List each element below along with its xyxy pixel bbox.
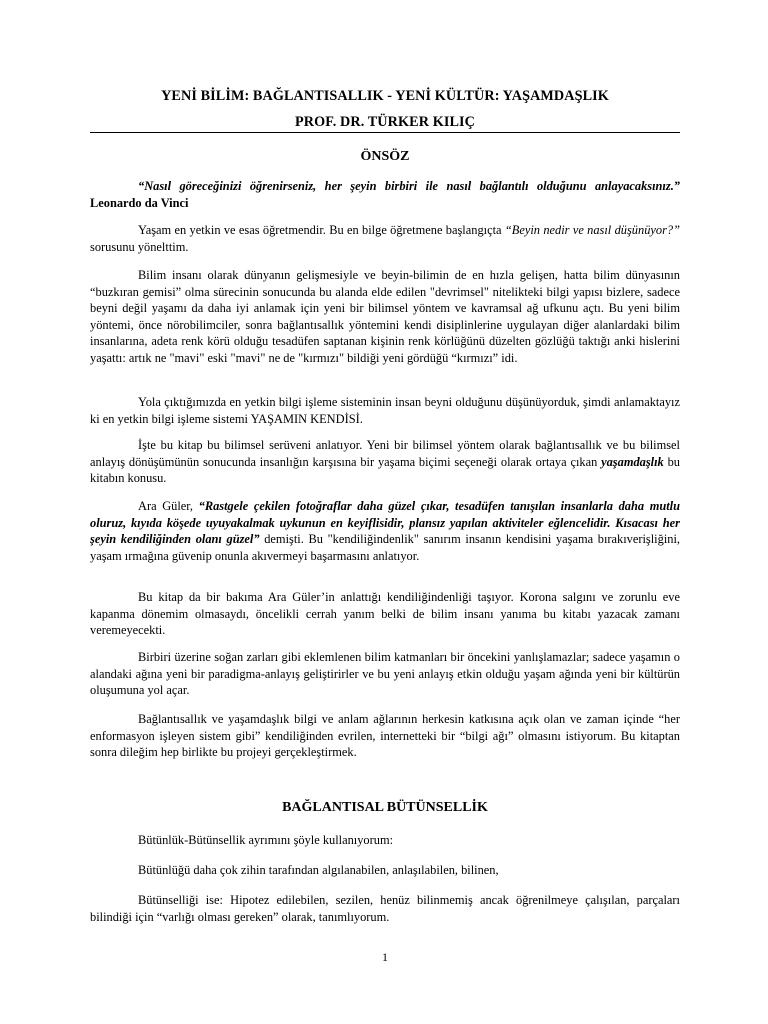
page-number: 1 bbox=[382, 950, 388, 964]
paragraph-1-text: Yaşam en yetkin ve esas öğretmendir. Bu en bilge öğretmene başlangıçta bbox=[138, 223, 505, 237]
paragraph-5-quote: “Rastgele çekilen fotoğraflar daha güzel çıkar, tesadüfen tanışılan insanlarla daha mutlu oluruz, kıyıda köşede uyuyakalmak uykunun en keyiflisidir, plansız yapılan aktiviteler eğlencelidir. Kısacası her şeyin kendiliğinden olanı güzel” bbox=[90, 499, 680, 547]
paragraph-5-end: demişti. Bu "kendiliğindenlik" sanırım insanın kendisini yaşama bırakıverişliğini, yaşam ırmağına güvenip onunla akıvermeyi başarmasını anlatıyor. bbox=[90, 532, 680, 563]
paragraph-9: Bütünlük-Bütünsellik ayrımını şöyle kullanıyorum: bbox=[138, 833, 394, 847]
paragraph-2: Bilim insanı olarak dünyanın gelişmesiyle ve beyin-bilimin de en hızla gelişen, hatta bilim dünyasının “buzkıran gemisi” olma sürecinin sonucunda bu alanda elde edilen "devrimsel" nitelikteki bilgi yapısı bizlere, sadece beyni değil yaşamı da daha iyi anlamak için yeni bir bilimsel yöntem ve kavramsal ağ ufkunu açtı. Bu yeni bilim yöntemi, önce nörobilimciler, sonra bağlantısallık yöntemini kendi disiplinlerine uygulayan diğer alanlardaki bilim insanlarına, adeta renk körü olduğu tesadüfen saptanan kişinin renk körlüğünü düzelten gözlüğü taktığı anki hislerini yaşattı: artık ne "mavi" eski "mavi" ne de "kırmızı" bildiği yeni gördüğü “kırmızı” idi. bbox=[90, 268, 680, 365]
section-heading-onsoz: ÖNSÖZ bbox=[360, 149, 410, 164]
section-heading-baglantisal: BAĞLANTISAL BÜTÜNSELLİK bbox=[282, 800, 488, 815]
document-title: YENİ BİLİM: BAĞLANTISALLIK - YENİ KÜLTÜR: YAŞAMDAŞLIK bbox=[161, 88, 609, 104]
paragraph-4-term: yaşamdaşlık bbox=[601, 454, 664, 469]
title-divider bbox=[90, 132, 680, 133]
paragraph-7: Birbiri üzerine soğan zarları gibi eklemlenen bilim katmanları bir öncekini yanlışlamazlar; sadece yaşamın o alandaki ağına yeni bir paradigma-anlayış geliştirirler ve bu yeni anlayış etkin olduğu yaşam ağında yeni bir kültürün oluşumuna yol açar. bbox=[90, 650, 680, 698]
epigraph bbox=[90, 178, 680, 211]
paragraph-11: Bütünselliği ise: Hipotez edilebilen, sezilen, henüz bilinmemiş ancak öğrenilmeye çalışılan, parçaları bilindiği için “varlığı olması gereken” olarak, tanımlıyorum. bbox=[90, 893, 680, 924]
epigraph-quote: “Nasıl göreceğinizi öğrenirseniz, her şeyin birbiri ile nasıl bağlantılı olduğunu anlayacaksınız.” bbox=[138, 179, 680, 193]
paragraph-6: Bu kitap da bir bakıma Ara Güler’in anlattığı kendiliğindenliği taşıyor. Korona salgını ve zorunlu eve kapanma dönemim olmasaydı, öncelikli cerrah yanım belki de bilim insanı yanıma bu kitabı yazacak zamanı veremeyecekti. bbox=[90, 590, 680, 638]
author-name: PROF. DR. TÜRKER KILIÇ bbox=[295, 114, 475, 130]
paragraph-8: Bağlantısallık ve yaşamdaşlık bilgi ve anlam ağlarının herkesin katkısına açık olan ve zaman içinde “her enformasyon işleyen sistem gibi” kendiliğinden evrilen, internetteki bir “bilgi ağı” olmasını istiyorum. Bu kitaptan sonra dileğim hep birlikte bu projeyi gerçekleştirmek. bbox=[90, 712, 680, 760]
paragraph-5-text: Ara Güler, bbox=[138, 499, 199, 513]
paragraph-1-end: sorusunu yönelttim. bbox=[90, 239, 189, 254]
paragraph-10: Bütünlüğü daha çok zihin tarafından algılanabilen, anlaşılabilen, bilinen, bbox=[138, 863, 499, 877]
paragraph-4-text: İşte bu kitap bu bilimsel serüveni anlatıyor. Yeni bir bilimsel yöntem olarak bağlantısallık ve bu bilimsel anlayış dönüşümünün sonucunda insanlığın karşısına bir yaşama biçimi seçeneği olarak ortaya çıkan bbox=[90, 438, 680, 469]
paragraph-5 bbox=[90, 498, 680, 564]
paragraph-4 bbox=[90, 437, 680, 487]
paragraph-1 bbox=[90, 222, 680, 255]
paragraph-1-question: “Beyin nedir ve nasıl düşünüyor?” bbox=[504, 223, 680, 237]
paragraph-4-end: bu kitabın konusu. bbox=[90, 454, 680, 486]
epigraph-attribution: Leonardo da Vinci bbox=[90, 195, 189, 210]
paragraph-3: Yola çıktığımızda en yetkin bilgi işleme sisteminin insan beyni olduğunu düşünüyorduk, şimdi anlamaktayız ki en yetkin bilgi işleme sistemi YAŞAMIN KENDİSİ. bbox=[90, 395, 680, 426]
